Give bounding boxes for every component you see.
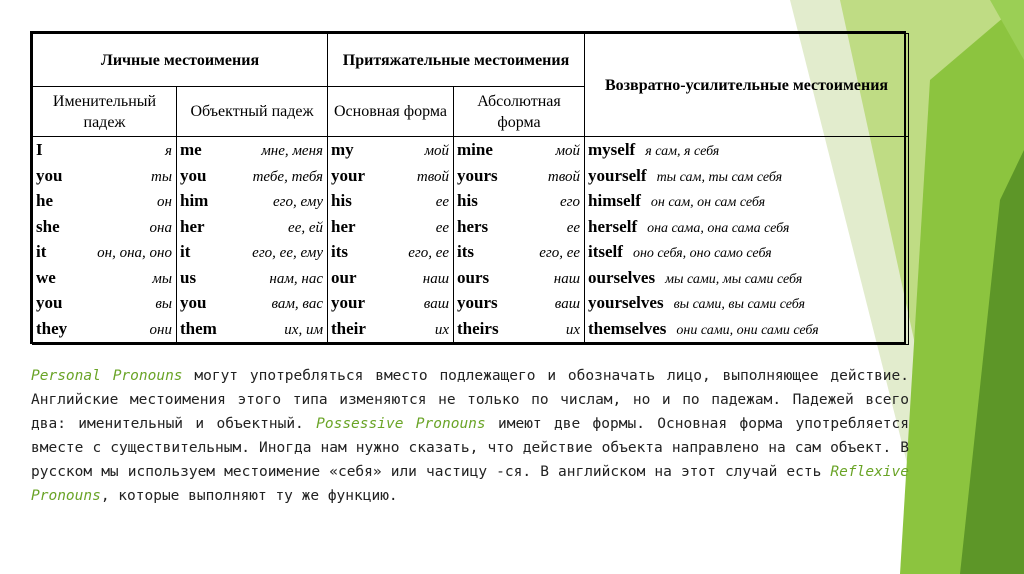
nominative-row [36, 268, 172, 294]
russian-translation: его, ее, ему [252, 245, 324, 261]
russian-translation: ее [566, 219, 581, 236]
english-pronoun: his [457, 191, 478, 210]
russian-translation: ваш [423, 296, 450, 312]
english-pronoun: it [36, 242, 47, 261]
russian-translation: вы [155, 296, 172, 312]
english-pronoun: theirs [457, 318, 499, 338]
nominative-row [36, 217, 172, 243]
russian-translation: нам, нас [269, 270, 324, 287]
nominative-row [36, 319, 172, 345]
english-pronoun: your [331, 293, 366, 312]
reflexive-row [588, 217, 904, 243]
english-pronoun: yours [457, 293, 498, 312]
english-pronoun: ourselves [588, 267, 656, 287]
russian-translation: их [434, 321, 450, 338]
nominative-header: Именительный падеж [33, 87, 177, 137]
english-pronoun: yourselves [588, 293, 664, 312]
english-pronoun: us [180, 267, 197, 287]
absolute-row [457, 242, 580, 268]
absolute-row [457, 191, 580, 217]
russian-translation: мой [424, 143, 450, 159]
english-pronoun: him [180, 191, 209, 210]
basic-row [331, 242, 449, 268]
english-pronoun: her [331, 216, 356, 236]
russian-translation: ты сам, ты сам себя [656, 169, 783, 185]
term-reflexive: Reflexive Pronouns [31, 464, 909, 504]
nominative-row [36, 293, 172, 319]
objective-row [180, 293, 323, 319]
english-pronoun: we [36, 267, 56, 287]
absolute-row [457, 293, 580, 319]
russian-translation: мы сами, мы сами себя [665, 271, 803, 287]
russian-translation: наш [422, 270, 450, 287]
russian-translation: вы сами, вы сами себя [673, 297, 806, 312]
russian-translation: она [149, 219, 172, 236]
russian-translation: мы [152, 270, 172, 287]
objective-row [180, 166, 323, 192]
english-pronoun: he [36, 191, 53, 210]
basic-row [331, 217, 449, 243]
nominative-row [36, 140, 172, 166]
nominative-row [36, 166, 172, 192]
russian-translation: я сам, я себя [645, 144, 720, 159]
russian-translation: их, им [284, 321, 324, 338]
russian-translation: тебе, тебя [252, 168, 324, 185]
reflexive-row [588, 140, 904, 166]
objective-column [177, 137, 328, 345]
english-pronoun: you [36, 293, 63, 312]
reflexive-row [588, 191, 904, 217]
russian-translation: ее [435, 194, 450, 210]
objective-row [180, 191, 323, 217]
description-text-1: могут употребляться вместо подлежащего и обозначать лицо, выполняющее действие. Английские местоимения этого типа изменяются не только по числам, но и по падежам. Падежей всего два: именительный и объектный. [31, 368, 909, 432]
russian-translation: его, ему [272, 194, 324, 210]
nominative-row [36, 191, 172, 217]
absolute-column [454, 137, 585, 345]
english-pronoun: my [331, 140, 354, 159]
english-pronoun: they [36, 318, 68, 338]
english-pronoun: himself [588, 191, 641, 210]
russian-translation: они [149, 321, 172, 338]
english-pronoun: his [331, 191, 352, 210]
english-pronoun: our [331, 267, 357, 287]
objective-row [180, 319, 323, 345]
absolute-row [457, 319, 580, 345]
russian-translation: его, ее [408, 245, 450, 261]
russian-translation: их [565, 321, 581, 338]
basic-row [331, 293, 449, 319]
reflexive-header: Возвратно-усилительные местоимения [585, 34, 909, 137]
pronouns-grid [32, 33, 909, 345]
english-pronoun: your [331, 165, 366, 185]
russian-translation: он сам, он сам себя [650, 195, 766, 210]
russian-translation: мне, меня [261, 143, 324, 159]
russian-translation: ты [151, 168, 172, 185]
english-pronoun: hers [457, 216, 489, 236]
english-pronoun: yourself [588, 165, 647, 185]
english-pronoun: itself [588, 242, 623, 261]
absolute-row [457, 166, 580, 192]
objective-row [180, 242, 323, 268]
russian-translation: его, ее [539, 245, 581, 261]
english-pronoun: her [180, 216, 205, 236]
term-possessive: Possessive Pronouns [316, 416, 486, 432]
russian-translation: ваш [554, 296, 581, 312]
english-pronoun: you [180, 165, 207, 185]
russian-translation: его [560, 194, 581, 210]
russian-translation: мой [555, 143, 581, 159]
reflexive-row [588, 166, 904, 192]
russian-translation: твой [416, 168, 450, 185]
russian-translation: ее, ей [288, 219, 324, 236]
russian-translation: наш [553, 270, 581, 287]
english-pronoun: herself [588, 216, 638, 236]
russian-translation: твой [547, 168, 581, 185]
absolute-row [457, 140, 580, 166]
english-pronoun: them [180, 318, 217, 338]
russian-translation: она сама, она сама себя [647, 220, 790, 236]
reflexive-row [588, 268, 904, 294]
english-pronoun: myself [588, 140, 636, 159]
absolute-row [457, 268, 580, 294]
basic-row [331, 166, 449, 192]
reflexive-row [588, 293, 904, 319]
personal-header: Личные местоимения [33, 34, 328, 87]
basic-form-header: Основная форма [328, 87, 454, 137]
absolute-row [457, 217, 580, 243]
russian-translation: он [157, 194, 172, 210]
english-pronoun: its [331, 242, 349, 261]
english-pronoun: me [180, 140, 202, 159]
objective-header: Объектный падеж [177, 87, 328, 137]
english-pronoun: themselves [588, 318, 667, 338]
russian-translation: вам, вас [271, 296, 324, 312]
basic-row [331, 140, 449, 166]
russian-translation: он, она, оно [97, 245, 172, 261]
english-pronoun: mine [457, 140, 493, 159]
russian-translation: ее [435, 219, 450, 236]
reflexive-row [588, 242, 904, 268]
pronouns-table [30, 31, 906, 344]
russian-translation: оно себя, оно само себя [632, 246, 772, 261]
description-text-2: имеют две формы. Основная форма употребляется вместе с существительным. Иногда нам нужно сказать, что действие объекта направлено на сам объект. В русском мы используем местоимение «себя» или частицу -ся. В английском на этот случай есть [31, 416, 909, 480]
absolute-form-header: Абсолютная форма [454, 87, 585, 137]
english-pronoun: their [331, 318, 366, 338]
english-pronoun: you [180, 293, 207, 312]
english-pronoun: you [36, 165, 63, 185]
nominative-row [36, 242, 172, 268]
english-pronoun: its [457, 242, 475, 261]
basic-column [328, 137, 454, 345]
english-pronoun: ours [457, 267, 490, 287]
objective-row [180, 217, 323, 243]
russian-translation: я [165, 143, 172, 159]
english-pronoun: I [36, 140, 43, 159]
objective-row [180, 140, 323, 166]
basic-row [331, 268, 449, 294]
basic-row [331, 191, 449, 217]
russian-translation: они сами, они сами себя [676, 322, 819, 338]
english-pronoun: it [180, 242, 191, 261]
english-pronoun: yours [457, 165, 498, 185]
basic-row [331, 319, 449, 345]
reflexive-row [588, 319, 904, 345]
description-text-3: , которые выполняют ту же функцию. [100, 488, 398, 504]
possessive-header: Притяжательные местоимения [328, 34, 585, 87]
reflexive-column [585, 137, 909, 345]
objective-row [180, 268, 323, 294]
nominative-column [33, 137, 177, 345]
description-paragraph [31, 364, 909, 508]
english-pronoun: she [36, 216, 60, 236]
term-personal: Personal Pronouns [31, 368, 183, 384]
